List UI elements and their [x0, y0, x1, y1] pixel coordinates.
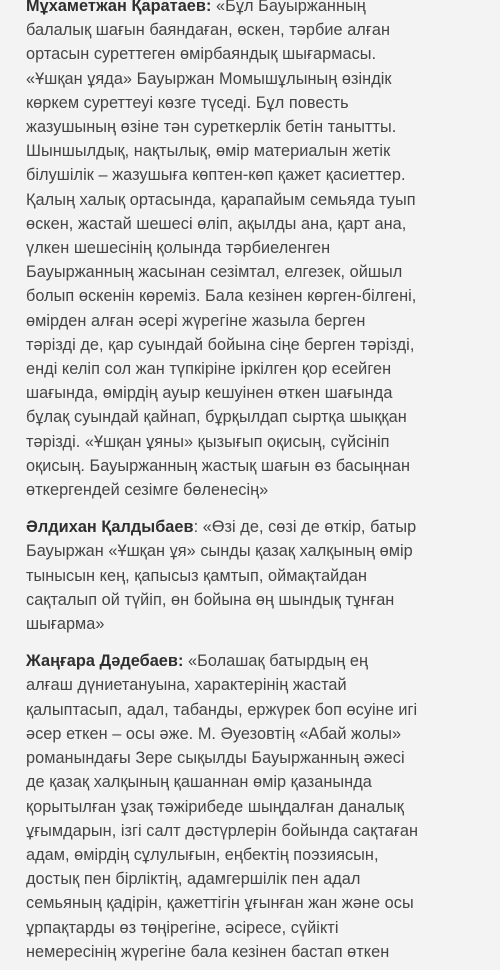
- quote-text-line: болып өскенін көреміз. Бала кезінен көрген-білгені,: [26, 287, 417, 306]
- quote-text-line: өскен, жастай шешесі өліп, ақылды ана, қарт ана,: [26, 214, 407, 233]
- quote-text-line: тәрізді де, қар суындай бойына сіңе берген тәрізді,: [26, 335, 415, 354]
- quote-text-line: көркем суреттеуі көзге түседі. Бұл повесть: [26, 93, 349, 112]
- quote-text-line: ортасын суреттеген өмірбаяндық шығармасы.: [26, 45, 377, 64]
- quote-kaldybaev: [26, 515, 482, 636]
- quote-text-line: «Бұл Бауыржанның: [211, 0, 366, 15]
- quote-text-line: қалыптасып, адал, табанды, ержүрек боп өсуіне игі: [26, 700, 418, 719]
- quote-text-line: енді келіп сол жан түпкіріне іркілген қор есейген: [26, 360, 392, 379]
- quote-karataev: [26, 0, 482, 502]
- quote-text-line: «Болашақ батырдың ең: [183, 652, 369, 671]
- quote-text-line: Шыншылдық, нақтылық, өмір материалын жетік: [26, 142, 391, 161]
- quote-text-line: тынысын кең, қапысыз қамтып, оймақтайдан: [26, 566, 368, 585]
- quote-text-line: өткергендей сезімге бөленесің»: [26, 481, 269, 500]
- quote-text-line: қорытылған ұзақ тәжірибеде шыңдалған даналық: [26, 797, 404, 816]
- quote-text-line: Бауыржан «Ұшқан ұя» сынды қазақ халқының өмір: [26, 542, 413, 561]
- quote-text-line: жазушының өзіне тән суреткерлік бетін танытты.: [26, 118, 397, 137]
- quote-text-line: әсер еткен – осы әже. М. Әуезовтің «Абай жолы»: [26, 724, 402, 743]
- quote-text-line: оқисың. Бауыржанның жастық шағын өз басыңнан: [26, 456, 411, 475]
- author-name: Жаңғара Дәдебаев:: [26, 652, 184, 671]
- quote-text-line: ұғымдарын, ізгі салт дәстүрлерін бойында сақтаған: [26, 821, 419, 840]
- quote-text-line: балалық шағын баяндаған, өскен, тәрбие алған: [26, 21, 390, 40]
- quote-text-line: өмірден алған әсері жүрегіне жазыла берген: [26, 311, 366, 330]
- author-name: Әлдихан Қалдыбаев: [26, 518, 194, 537]
- quote-first-line: [26, 0, 482, 18]
- quote-first-line: [26, 649, 482, 673]
- quote-dadebaev: [26, 649, 482, 964]
- quote-text-line: білушілік – жазушыға көптен-көп қажет қасиеттер.: [26, 166, 406, 185]
- quote-text-line: тәрізді. «Ұшқан ұяны» қызығып оқисың, сүйсініп: [26, 432, 390, 451]
- quote-text-line: ұрпақтарды өз төңірегіне, әсіресе, сүйікті: [26, 918, 339, 937]
- quote-text-line: адам, өмірдің сұлулығын, еңбектің поэзиясын,: [26, 845, 379, 864]
- quote-text-line: шағында, өмірдің ауыр кешуінен өткен шағында: [26, 384, 393, 403]
- quote-text-line: романындағы Зере сықылды Бауыржанның әжесі: [26, 749, 405, 768]
- quote-first-line: [26, 515, 482, 539]
- quote-text-line: семьяның қадірін, қажеттігін ұғынған жан және осы: [26, 894, 414, 913]
- quote-text-line: Қалың халық ортасында, қарапайым семьяда туып: [26, 190, 416, 209]
- quote-text-line: «Ұшқан ұяда» Бауыржан Момышұлының өзіндік: [26, 69, 392, 88]
- quote-text-line: бұлақ суындай қайнап, бұрқылдап сыртқа шыққан: [26, 408, 407, 427]
- quote-text-line: сақталып ой түйіп, өн бойына өң шындық тұнған: [26, 590, 395, 609]
- author-name: Мұхаметжан Қаратаев:: [26, 0, 212, 15]
- quote-text-line: алғаш дүниетануына, характерінің жастай: [26, 676, 347, 695]
- quote-text-line: де қазақ халқының қашаннан өмір қазанында: [26, 773, 372, 792]
- quote-text-line: үлкен шешесінің қолында тәрбиеленген: [26, 239, 331, 258]
- quote-text-line: достық пен бірліктің, адамгершілік пен адал: [26, 870, 361, 889]
- quote-text-line: : «Өзі де, сөзі де өткір, батыр: [193, 518, 417, 537]
- quote-text-line: немересінің жүрегіне бала кезінен бастап өткен: [26, 942, 390, 961]
- quote-text-line: Бауыржанның жасынан сезімтал, елгезек, ойшыл: [26, 263, 403, 282]
- quote-text-line: шығарма»: [26, 615, 105, 634]
